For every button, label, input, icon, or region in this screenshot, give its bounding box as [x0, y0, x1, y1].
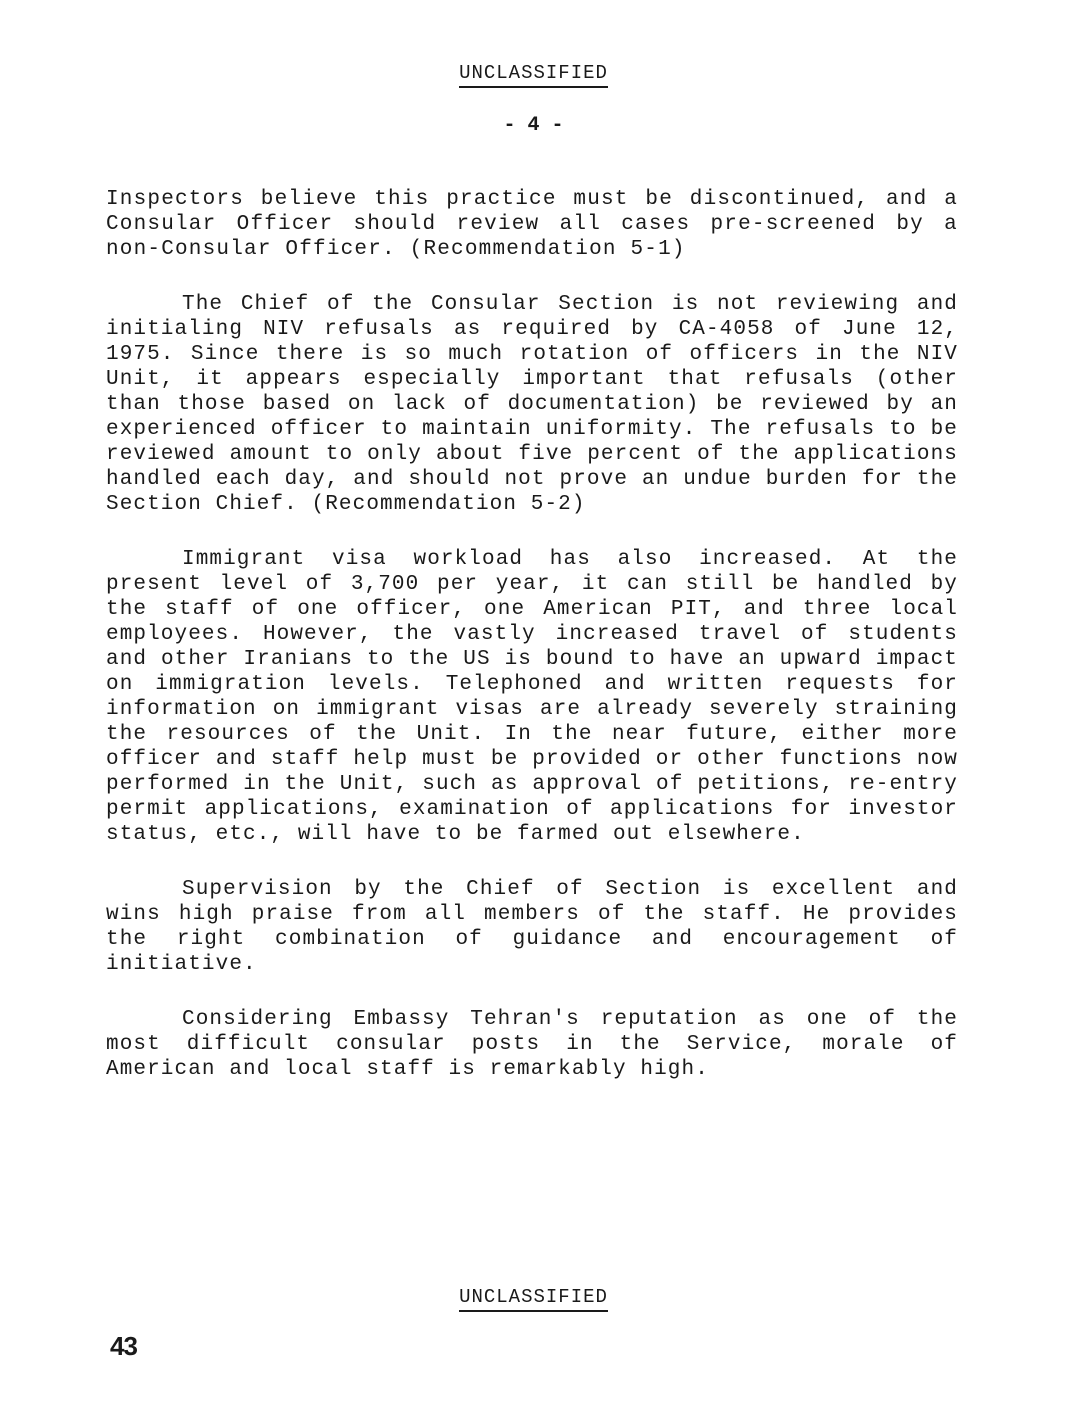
- body-text: [106, 187, 958, 1112]
- paragraph-3: Immigrant visa workload has also increased. At the present level of 3,700 per year, it can still be handled by the staff of one officer, one American PIT, and three local employees. However, the vastly increased travel of students and other Iranians to the US is bound to have an upward impact on immigration levels. Telephoned and written requests for information on immigrant visas are already severely straining the resources of the Unit. In the near future, either more officer and staff help must be provided or other functions now performed in the Unit, such as approval of petitions, re-entry permit applications, examination of applications for investor status, etc., will have to be farmed out elsewhere.: [106, 548, 958, 846]
- paragraph-2: The Chief of the Consular Section is not reviewing and initialing NIV refusals as required by CA-4058 of June 12, 1975. Since there is so much rotation of officers in the NIV Unit, it appears especially important that refusals (other than those based on lack of documentation) be reviewed by an experienced officer to maintain uniformity. The refusals to be reviewed amount to only about five percent of the applications handled each day, and should not prove an undue burden for the Section Chief. (Recommendation 5-2): [106, 293, 958, 516]
- paragraph-5: Considering Embassy Tehran's reputation as one of the most difficult consular posts in the Service, morale of American and local staff is remarkably high.: [106, 1008, 958, 1081]
- footer-classification-label: UNCLASSIFIED: [459, 1286, 608, 1312]
- footer-classification: [0, 1286, 1067, 1312]
- header-classification-label: UNCLASSIFIED: [459, 62, 608, 88]
- paragraph-1: Inspectors believe this practice must be discontinued, and a Consular Officer should review all cases pre-screened by a non-Consular Officer. (Recommendation 5-1): [106, 188, 958, 261]
- paragraph-4: Supervision by the Chief of Section is excellent and wins high praise from all members of the staff. He provides the right combination of guidance and encouragement of initiative.: [106, 878, 958, 976]
- folio-number: 43: [110, 1331, 137, 1361]
- page-number: - 4 -: [503, 114, 564, 137]
- header-classification: [0, 62, 1067, 88]
